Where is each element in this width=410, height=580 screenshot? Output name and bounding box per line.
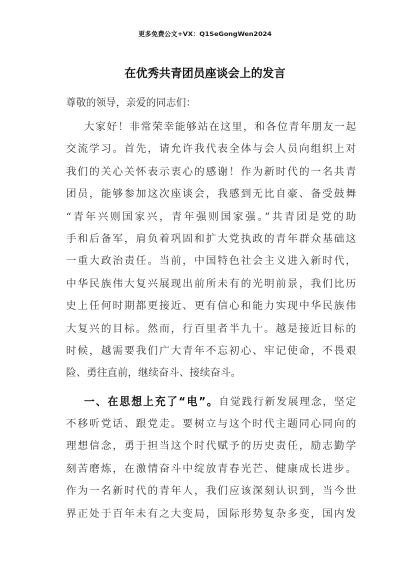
paragraph-line: 我们的关心关怀表示衷心的感谢！作为新时代的一名共青 xyxy=(66,165,356,178)
page-title: 在优秀共青团员座谈会上的发言 xyxy=(124,66,286,80)
paragraph-line: 作为一名新时代的青年人，我们应该深刻认识到，当今世 xyxy=(66,485,356,498)
paragraph-line: 大家好！非常荣幸能够站在这里，和各位青年朋友一起 xyxy=(84,121,356,133)
section-1-first-line xyxy=(66,391,356,413)
paragraph-line: 不移听党话、跟党走。要树立与这个时代主题同心同向的 xyxy=(66,418,356,431)
paragraph-line: 理想信念，勇于担当这个时代赋予的历史责任，励志勤学 xyxy=(66,440,356,453)
header-watermark: 更多免费公文+VX：Q1SeGongWen2024 xyxy=(138,30,272,38)
paragraph-line: 史上任何时期都更接近、更有信心和能力实现中华民族伟 xyxy=(66,300,356,313)
paragraph-line: 险、勇往直前，继续奋斗、接续奋斗。 xyxy=(66,367,242,380)
paragraph-line: 交流学习。首先，请允许我代表全体与会人员向组织上对 xyxy=(66,143,356,156)
section-1-heading: 一、在思想上充了“电”。 xyxy=(84,395,219,408)
paragraph-line: 一重大政治责任。当前，中国特色社会主义进入新时代， xyxy=(66,255,356,268)
body-text xyxy=(66,116,356,525)
paragraph-line: 大复兴的目标。然而，行百里者半九十。越是接近目标的 xyxy=(66,322,356,335)
paragraph-line: 时候，越需要我们广大青年不忘初心、牢记使命，不畏艰 xyxy=(66,344,356,357)
paragraph-line: 刻苦磨炼，在激情奋斗中绽放青春光芒、健康成长进步。 xyxy=(66,462,356,475)
paragraph-line: 手和后备军，肩负着巩固和扩大党执政的青年群众基础这 xyxy=(66,232,356,245)
paragraph-line: 界正处于百年未有之大变局，国际形势复杂多变，国内发 xyxy=(66,507,356,520)
paragraph-line: 团员，能够参加这次座谈会，我感到无比自豪、备受鼓舞 xyxy=(66,188,356,201)
paragraph-line: “青年兴则国家兴，青年强则国家强。”共青团是党的助 xyxy=(66,210,356,223)
section-1-text: 自觉践行新发展理念，坚定 xyxy=(218,395,356,408)
salutation: 尊敬的领导，亲爱的同志们： xyxy=(66,98,196,109)
paragraph-line: 中华民族伟大复兴展现出前所未有的光明前景，我们比历 xyxy=(66,277,356,290)
